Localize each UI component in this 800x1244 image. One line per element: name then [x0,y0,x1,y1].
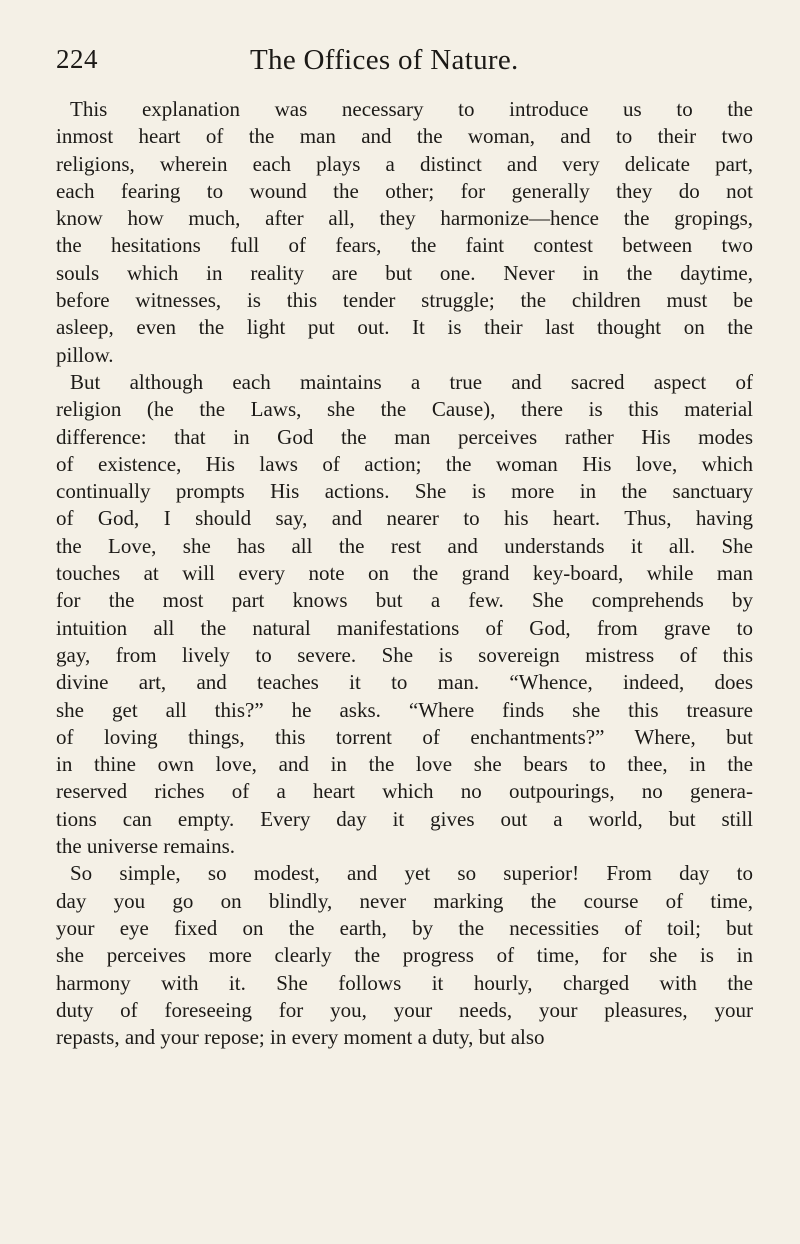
text-line: religions, wherein each plays a distinct and very delicate part, [56,151,753,176]
text-line: know how much, after all, they harmonize—hence the gropings, [56,206,753,231]
text-line: religion (he the Laws, she the Cause), there is this material [56,397,753,422]
text-line: difference: that in God the man perceives rather His modes [56,424,753,449]
text-line: each fearing to wound the other; for generally they do not [56,178,753,203]
text-line: in thine own love, and in the love she bears to thee, in the [56,752,753,777]
paragraph [56,860,753,1051]
text-line: before witnesses, is this tender struggle; the children must be [56,288,753,313]
text-line: repasts, and your repose; in every moment a duty, but also [56,1025,545,1050]
text-line: divine art, and teaches it to man. “Whence, indeed, does [56,670,753,695]
text-line: pillow. [56,342,114,367]
text-line: inmost heart of the man and the woman, and to their two [56,124,753,149]
text-line: harmony with it. She follows it hourly, charged with the [56,970,753,995]
text-line: day you go on blindly, never marking the course of time, [56,888,753,913]
page-header [56,44,756,84]
text-line: duty of foreseeing for you, your needs, your pleasures, your [56,997,753,1022]
text-line: she perceives more clearly the progress of time, for she is in [56,943,753,968]
text-line: of God, I should say, and nearer to his heart. Thus, having [56,506,753,531]
text-line: gay, from lively to severe. She is sovereign mistress of this [56,642,753,667]
paragraph [56,369,753,860]
text-line: souls which in reality are but one. Never in the daytime, [56,260,753,285]
text-line: But although each maintains a true and sacred aspect of [70,369,753,394]
text-line: intuition all the natural manifestations of God, from grave to [56,615,753,640]
page-number: 224 [56,44,98,74]
text-line: reserved riches of a heart which no outpourings, no genera- [56,779,753,804]
body-text [56,96,753,1051]
text-line: touches at will every note on the grand key-board, while man [56,561,753,586]
text-line: This explanation was necessary to introduce us to the [70,97,753,121]
text-line: your eye fixed on the earth, by the necessities of toil; but [56,915,753,940]
text-line: of existence, His laws of action; the woman His love, which [56,451,753,476]
text-line: asleep, even the light put out. It is their last thought on the [56,315,753,340]
running-title: The Offices of Nature. [250,44,519,76]
text-line: the hesitations full of fears, the faint contest between two [56,233,753,258]
paragraph [56,96,753,369]
text-line: So simple, so modest, and yet so superior! From day to [70,861,753,886]
text-line: of loving things, this torrent of enchantments?” Where, but [56,724,753,749]
text-line: for the most part knows but a few. She comprehends by [56,588,753,613]
text-line: the universe remains. [56,834,236,859]
text-line: the Love, she has all the rest and understands it all. She [56,533,753,558]
text-line: continually prompts His actions. She is more in the sanctuary [56,479,753,504]
text-line: tions can empty. Every day it gives out a world, but still [56,806,753,831]
text-line: she get all this?” he asks. “Where finds she this treasure [56,697,753,722]
